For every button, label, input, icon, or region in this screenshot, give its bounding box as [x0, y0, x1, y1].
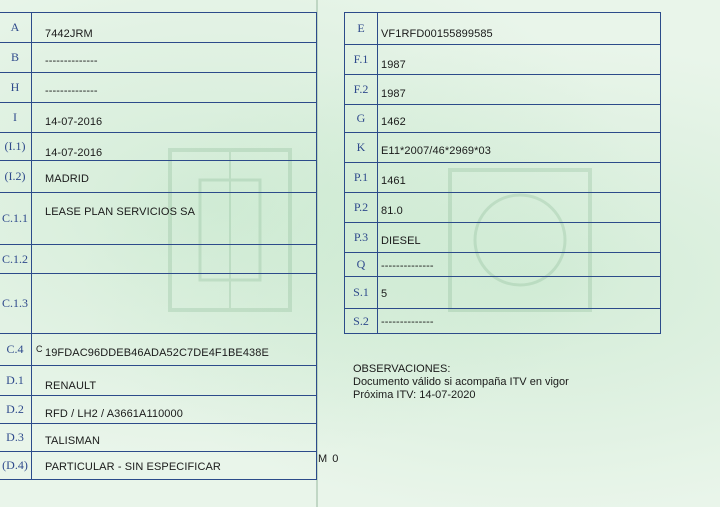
field-value: -------------- — [45, 85, 98, 97]
observations-block — [353, 363, 569, 402]
field-code: F.1 — [345, 45, 378, 74]
right-data-table — [344, 12, 661, 334]
field-value: VF1RFD00155899585 — [381, 28, 493, 40]
left-data-table — [0, 12, 317, 480]
field-value: DIESEL — [381, 235, 421, 247]
field-value: 14-07-2016 — [45, 147, 103, 159]
field-code: H — [0, 73, 32, 102]
row-F1 — [345, 45, 660, 75]
row-C13 — [0, 274, 316, 334]
row-S2 — [345, 309, 660, 333]
field-code: C.1.2 — [0, 245, 32, 273]
field-code: G — [345, 105, 378, 132]
field-code: (D.4) — [0, 452, 32, 479]
row-D3 — [0, 424, 316, 452]
row-D2 — [0, 396, 316, 424]
field-code: C.4 — [0, 334, 32, 365]
field-value: RENAULT — [45, 380, 97, 392]
field-value: -------------- — [381, 316, 434, 328]
row-C12 — [0, 245, 316, 274]
field-value: 81.0 — [381, 205, 403, 217]
row-K — [345, 133, 660, 163]
field-value: 5 — [381, 288, 388, 300]
row-C11 — [0, 193, 316, 245]
observations-title: OBSERVACIONES: — [353, 363, 451, 375]
field-code: B — [0, 43, 32, 72]
mark-m0: M 0 — [318, 453, 340, 465]
row-C4 — [0, 334, 316, 366]
field-code: A — [0, 13, 32, 42]
field-value: 1461 — [381, 175, 406, 187]
field-value: 19FDAC96DDEB46ADA52C7DE4F1BE438E — [45, 347, 269, 359]
field-value: -------------- — [381, 260, 434, 272]
field-code: C.1.1 — [0, 193, 32, 244]
field-code: Q — [345, 253, 378, 276]
field-code: D.2 — [0, 396, 32, 423]
row-A — [0, 13, 316, 43]
field-value: -------------- — [45, 55, 98, 67]
row-B — [0, 43, 316, 73]
row-Q — [345, 253, 660, 277]
field-code: S.2 — [345, 309, 378, 333]
field-value: RFD / LH2 / A3661A110000 — [45, 408, 183, 420]
row-D1 — [0, 366, 316, 396]
field-value: 7442JRM — [45, 28, 93, 40]
row-P3 — [345, 223, 660, 253]
row-P2 — [345, 193, 660, 223]
row-E — [345, 13, 660, 45]
row-I1 — [0, 133, 316, 161]
field-code: D.3 — [0, 424, 32, 451]
field-code: P.3 — [345, 223, 378, 252]
field-value: TALISMAN — [45, 435, 100, 447]
observations-line-2: Próxima ITV: 14-07-2020 — [353, 389, 476, 401]
field-code: P.1 — [345, 163, 378, 192]
field-value: 1987 — [381, 88, 406, 100]
field-code: (I.1) — [0, 133, 32, 160]
field-code: P.2 — [345, 193, 378, 222]
observations-line-1: Documento válido si acompaña ITV en vigor — [353, 376, 569, 388]
field-value: MADRID — [45, 173, 89, 185]
field-value: 1462 — [381, 116, 406, 128]
field-code: F.2 — [345, 75, 378, 104]
row-F2 — [345, 75, 660, 105]
field-code: D.1 — [0, 366, 32, 395]
row-P1 — [345, 163, 660, 193]
row-I — [0, 103, 316, 133]
field-value: LEASE PLAN SERVICIOS SA — [45, 206, 196, 218]
field-code: C.1.3 — [0, 274, 32, 333]
field-value: PARTICULAR - SIN ESPECIFICAR — [45, 461, 221, 473]
row-I2 — [0, 161, 316, 193]
field-code: E — [345, 13, 378, 44]
row-G — [345, 105, 660, 133]
field-value: 14-07-2016 — [45, 116, 103, 128]
field-value: E11*2007/46*2969*03 — [381, 145, 491, 157]
row-H — [0, 73, 316, 103]
field-code: K — [345, 133, 378, 162]
field-value: 1987 — [381, 59, 406, 71]
row-S1 — [345, 277, 660, 309]
row-D4 — [0, 452, 316, 479]
field-code: (I.2) — [0, 161, 32, 192]
field-code: I — [0, 103, 32, 132]
field-code: S.1 — [345, 277, 378, 308]
c4-prefix-mark: C — [36, 344, 43, 354]
